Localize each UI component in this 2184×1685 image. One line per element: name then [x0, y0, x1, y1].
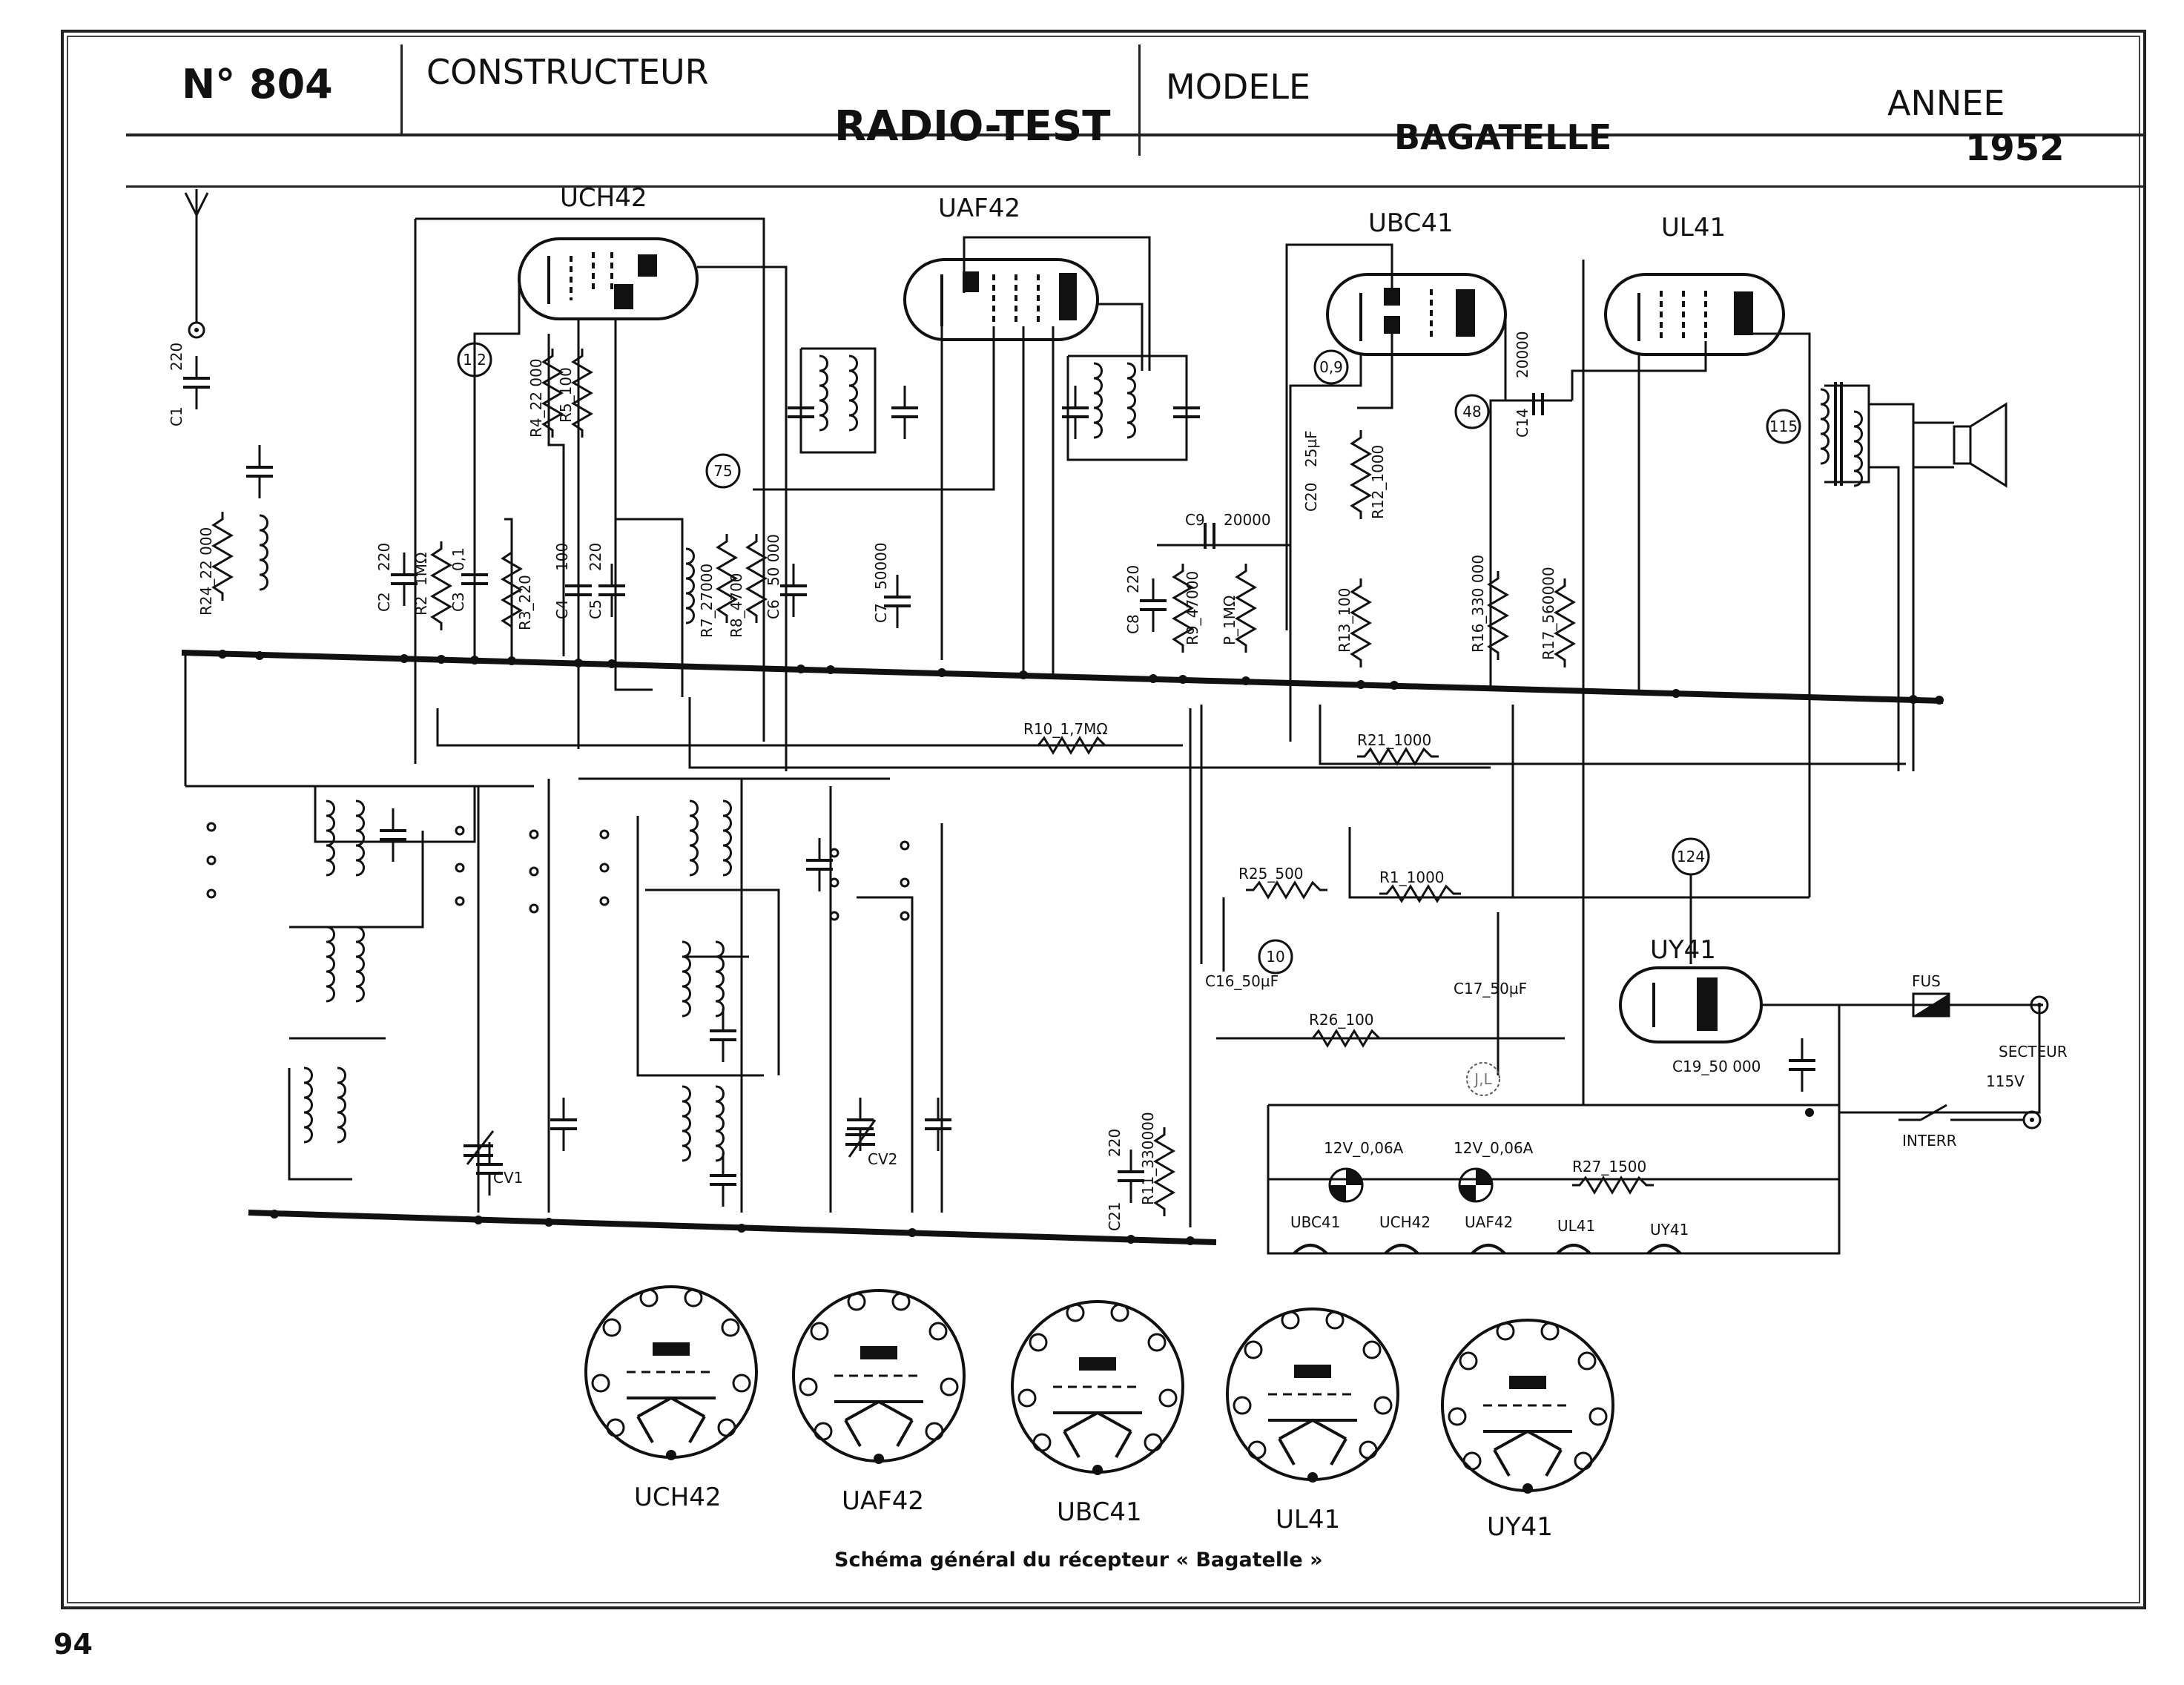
marker-10-text: 10	[1266, 948, 1285, 966]
label-c20: C20	[1302, 482, 1320, 512]
antenna-icon	[185, 189, 208, 337]
label-c3: C3	[449, 592, 467, 612]
label-r24: R24_22 000	[197, 527, 215, 616]
resistors	[214, 349, 1654, 1216]
label-c2v: 220	[375, 542, 393, 571]
tube-uaf42	[905, 260, 1098, 340]
marker-low	[1467, 1063, 1500, 1095]
label-c2: C2	[375, 592, 393, 612]
tube-label-uy41: UY41	[1650, 935, 1716, 965]
label-r10: R10_1,7MΩ	[1023, 720, 1108, 738]
pinout-label-uy41: UY41	[1487, 1512, 1553, 1542]
label-c7v: 50000	[872, 542, 890, 590]
label-c14: C14	[1514, 408, 1531, 438]
label-secteur: SECTEUR	[1999, 1043, 2068, 1061]
tube-label-ul41: UL41	[1661, 213, 1726, 243]
constructeur-label: CONSTRUCTEUR	[426, 52, 709, 92]
tube-uch42	[519, 239, 697, 319]
label-c8v: 220	[1124, 564, 1142, 593]
tube-label-uch42: UCH42	[560, 183, 647, 213]
marker-12-text: 1,2	[463, 351, 486, 369]
tube-label-ubc41: UBC41	[1368, 208, 1454, 238]
label-lamp1: 12V_0,06A	[1324, 1139, 1404, 1157]
label-r25: R25_500	[1238, 865, 1304, 883]
label-cv2: CV2	[868, 1150, 898, 1168]
label-c19: C19_50 000	[1672, 1058, 1761, 1075]
filament-label-ul41: UL41	[1557, 1217, 1596, 1235]
constructeur-value: RADIO-TEST	[834, 102, 1111, 151]
label-r3: R3_220	[516, 575, 534, 630]
label-r9: R9_47000	[1184, 570, 1201, 645]
label-c4: C4	[553, 599, 571, 619]
marker-09-text: 0,9	[1319, 358, 1343, 376]
marker-75	[707, 455, 739, 487]
pinout-uy41	[1442, 1320, 1613, 1494]
ground-bus-bottom	[248, 1213, 1216, 1242]
filament-label-uaf42: UAF42	[1465, 1213, 1514, 1231]
marker-124-text: 124	[1676, 848, 1706, 865]
label-r26: R26_100	[1309, 1011, 1374, 1029]
label-c4v: 100	[553, 542, 571, 571]
label-c6: C6	[765, 599, 782, 619]
mains-terminal-2	[2024, 1112, 2040, 1128]
label-c16: C16_50µF	[1205, 972, 1279, 990]
label-c8: C8	[1124, 614, 1142, 634]
wiring	[185, 219, 2043, 1253]
annee-value: 1952	[1965, 128, 2065, 169]
tube-ul41	[1606, 274, 1784, 355]
label-r2: R2	[412, 596, 430, 616]
marker-low-text: J,L	[1474, 1070, 1492, 1088]
pinout-uaf42	[794, 1290, 964, 1464]
pinout-label-uaf42: UAF42	[842, 1486, 924, 1516]
label-c17: C17_50µF	[1454, 980, 1528, 998]
label-r12: R12_1000	[1369, 444, 1387, 519]
filament-label-uy41: UY41	[1650, 1221, 1689, 1239]
label-r4: R4_22 000	[527, 358, 545, 438]
label-cv1: CV1	[493, 1169, 524, 1187]
filament-arcs	[1294, 1245, 1680, 1253]
label-c5: C5	[587, 599, 604, 619]
filament-label-ubc41: UBC41	[1290, 1213, 1341, 1231]
modele-value: BAGATELLE	[1394, 117, 1612, 157]
cv1	[463, 1112, 493, 1164]
tube-uy41	[1620, 968, 1761, 1042]
pilot-lamp-2	[1459, 1169, 1492, 1201]
pinout-ubc41	[1012, 1302, 1183, 1475]
pinout-ul41	[1227, 1309, 1398, 1483]
label-r7: R7_27000	[698, 563, 716, 638]
label-fus: FUS	[1912, 972, 1941, 990]
label-c20v: 25µF	[1302, 430, 1320, 467]
label-r16: R16_330 000	[1469, 554, 1487, 653]
label-lamp2: 12V_0,06A	[1454, 1139, 1534, 1157]
label-r1: R1_1000	[1379, 868, 1445, 886]
label-c14v: 20000	[1514, 331, 1531, 378]
label-c7: C7	[872, 603, 890, 623]
tube-label-uaf42: UAF42	[938, 194, 1020, 223]
label-c1: C1	[168, 406, 185, 426]
label-r13: R13_100	[1336, 587, 1353, 653]
marker-10	[1259, 940, 1292, 973]
figure-caption: Schéma général du récepteur « Bagatelle »	[834, 1549, 1323, 1572]
label-r11: R11_330000	[1139, 1112, 1157, 1205]
annee-label: ANNEE	[1887, 83, 2005, 123]
pinout-label-ul41: UL41	[1276, 1505, 1341, 1534]
label-voltage: 115V	[1986, 1072, 2025, 1090]
marker-75-text: 75	[713, 462, 733, 480]
sheet-number: N° 804	[182, 61, 333, 108]
label-c21v: 220	[1106, 1128, 1124, 1157]
label-r21: R21_1000	[1357, 731, 1432, 749]
marker-124	[1673, 839, 1709, 874]
rf-coils	[260, 356, 1862, 1161]
marker-09	[1315, 351, 1347, 383]
label-r27: R27_1500	[1572, 1158, 1647, 1175]
label-r5: R5_100	[557, 367, 575, 423]
label-c9v: 20000	[1224, 511, 1271, 529]
tube-ubc41	[1327, 274, 1505, 355]
pinout-label-ubc41: UBC41	[1057, 1497, 1142, 1527]
marker-115-text: 115	[1769, 418, 1798, 435]
pinout-uch42	[586, 1287, 756, 1460]
label-r2v: 1MΩ	[412, 552, 430, 586]
label-c3v: 0,1	[449, 547, 467, 571]
marker-48	[1456, 395, 1488, 428]
label-p: P_1MΩ	[1221, 595, 1238, 645]
modele-label: MODELE	[1166, 67, 1311, 107]
label-interr: INTERR	[1902, 1132, 1957, 1150]
label-c21: C21	[1106, 1201, 1124, 1231]
marker-115	[1767, 410, 1800, 443]
label-r8: R8_4700	[728, 573, 745, 638]
label-r17: R17_560000	[1540, 567, 1557, 660]
label-c1v: 220	[168, 342, 185, 371]
marker-48-text: 48	[1462, 403, 1482, 421]
capacitors	[183, 356, 1815, 1207]
filament-label-uch42: UCH42	[1379, 1213, 1431, 1231]
switch-contacts	[208, 823, 908, 920]
label-c6v: 50 000	[765, 534, 782, 586]
page-number: 94	[53, 1628, 93, 1661]
label-c9: C9	[1185, 511, 1205, 529]
pilot-lamp-1	[1330, 1169, 1362, 1201]
label-c5v: 220	[587, 542, 604, 571]
pinout-label-uch42: UCH42	[634, 1483, 722, 1512]
